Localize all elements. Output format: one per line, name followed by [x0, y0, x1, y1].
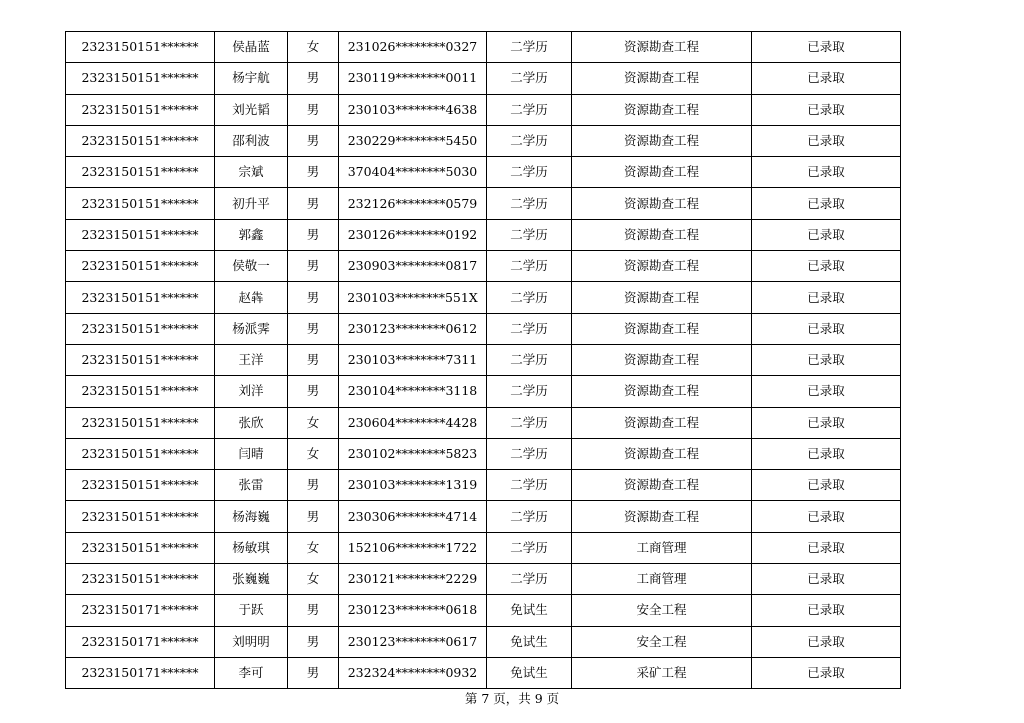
- id-number-cell: 230126********0192: [339, 219, 487, 250]
- status-cell: 已录取: [752, 626, 901, 657]
- gender-cell: 女: [288, 532, 339, 563]
- name-cell: 邵利波: [215, 125, 288, 156]
- exam-id-cell: 2323150171******: [66, 595, 215, 626]
- status-cell: 已录取: [752, 157, 901, 188]
- gender-cell: 男: [288, 63, 339, 94]
- gender-cell: 男: [288, 470, 339, 501]
- admission-table: [65, 31, 901, 689]
- name-cell: 侯敬一: [215, 251, 288, 282]
- exam-id-cell: 2323150151******: [66, 376, 215, 407]
- id-number-cell: 152106********1722: [339, 532, 487, 563]
- id-number-cell: 230102********5823: [339, 438, 487, 469]
- exam-id-cell: 2323150171******: [66, 626, 215, 657]
- gender-cell: 男: [288, 188, 339, 219]
- status-cell: 已录取: [752, 94, 901, 125]
- exam-id-cell: 2323150151******: [66, 219, 215, 250]
- name-cell: 刘明明: [215, 626, 288, 657]
- gender-cell: 女: [288, 438, 339, 469]
- category-cell: 二学历: [487, 63, 572, 94]
- category-cell: 二学历: [487, 564, 572, 595]
- status-cell: 已录取: [752, 407, 901, 438]
- exam-id-cell: 2323150151******: [66, 532, 215, 563]
- category-cell: 二学历: [487, 125, 572, 156]
- gender-cell: 男: [288, 157, 339, 188]
- major-cell: 资源勘查工程: [572, 376, 752, 407]
- gender-cell: 男: [288, 313, 339, 344]
- id-number-cell: 230306********4714: [339, 501, 487, 532]
- major-cell: 采矿工程: [572, 657, 752, 688]
- gender-cell: 男: [288, 94, 339, 125]
- category-cell: 二学历: [487, 470, 572, 501]
- exam-id-cell: 2323150151******: [66, 251, 215, 282]
- gender-cell: 男: [288, 595, 339, 626]
- gender-cell: 男: [288, 219, 339, 250]
- id-number-cell: 230103********551X: [339, 282, 487, 313]
- table-row: [66, 157, 901, 188]
- exam-id-cell: 2323150151******: [66, 32, 215, 63]
- name-cell: 宗斌: [215, 157, 288, 188]
- exam-id-cell: 2323150151******: [66, 157, 215, 188]
- exam-id-cell: 2323150151******: [66, 407, 215, 438]
- table-row: [66, 407, 901, 438]
- id-number-cell: 230123********0617: [339, 626, 487, 657]
- gender-cell: 男: [288, 376, 339, 407]
- status-cell: 已录取: [752, 63, 901, 94]
- id-number-cell: 230123********0612: [339, 313, 487, 344]
- table-row: [66, 344, 901, 375]
- status-cell: 已录取: [752, 219, 901, 250]
- category-cell: 二学历: [487, 438, 572, 469]
- id-number-cell: 370404********5030: [339, 157, 487, 188]
- status-cell: 已录取: [752, 376, 901, 407]
- name-cell: 杨派霁: [215, 313, 288, 344]
- table-row: [66, 595, 901, 626]
- table-row: [66, 470, 901, 501]
- name-cell: 张巍巍: [215, 564, 288, 595]
- name-cell: 王洋: [215, 344, 288, 375]
- exam-id-cell: 2323150151******: [66, 282, 215, 313]
- table-row: [66, 626, 901, 657]
- gender-cell: 男: [288, 251, 339, 282]
- name-cell: 张欣: [215, 407, 288, 438]
- category-cell: 免试生: [487, 657, 572, 688]
- name-cell: 杨海巍: [215, 501, 288, 532]
- status-cell: 已录取: [752, 282, 901, 313]
- name-cell: 于跃: [215, 595, 288, 626]
- category-cell: 二学历: [487, 532, 572, 563]
- table-row: [66, 219, 901, 250]
- table-row: [66, 657, 901, 688]
- category-cell: 免试生: [487, 626, 572, 657]
- gender-cell: 男: [288, 501, 339, 532]
- major-cell: 资源勘查工程: [572, 438, 752, 469]
- table-row: [66, 438, 901, 469]
- major-cell: 资源勘查工程: [572, 251, 752, 282]
- status-cell: 已录取: [752, 532, 901, 563]
- status-cell: 已录取: [752, 313, 901, 344]
- id-number-cell: 230103********1319: [339, 470, 487, 501]
- exam-id-cell: 2323150151******: [66, 94, 215, 125]
- status-cell: 已录取: [752, 657, 901, 688]
- name-cell: 李可: [215, 657, 288, 688]
- name-cell: 杨宇航: [215, 63, 288, 94]
- name-cell: 张雷: [215, 470, 288, 501]
- category-cell: 二学历: [487, 313, 572, 344]
- name-cell: 刘洋: [215, 376, 288, 407]
- gender-cell: 男: [288, 344, 339, 375]
- status-cell: 已录取: [752, 251, 901, 282]
- id-number-cell: 230121********2229: [339, 564, 487, 595]
- major-cell: 资源勘查工程: [572, 282, 752, 313]
- status-cell: 已录取: [752, 595, 901, 626]
- major-cell: 工商管理: [572, 564, 752, 595]
- major-cell: 资源勘查工程: [572, 125, 752, 156]
- name-cell: 郭鑫: [215, 219, 288, 250]
- table-row: [66, 564, 901, 595]
- major-cell: 资源勘查工程: [572, 63, 752, 94]
- status-cell: 已录取: [752, 188, 901, 219]
- id-number-cell: 230229********5450: [339, 125, 487, 156]
- category-cell: 二学历: [487, 407, 572, 438]
- exam-id-cell: 2323150151******: [66, 125, 215, 156]
- category-cell: 二学历: [487, 188, 572, 219]
- category-cell: 二学历: [487, 501, 572, 532]
- status-cell: 已录取: [752, 501, 901, 532]
- gender-cell: 男: [288, 626, 339, 657]
- table-row: [66, 251, 901, 282]
- table-row: [66, 188, 901, 219]
- id-number-cell: 230119********0011: [339, 63, 487, 94]
- exam-id-cell: 2323150151******: [66, 564, 215, 595]
- exam-id-cell: 2323150171******: [66, 657, 215, 688]
- name-cell: 闫晴: [215, 438, 288, 469]
- id-number-cell: 230103********7311: [339, 344, 487, 375]
- major-cell: 资源勘查工程: [572, 407, 752, 438]
- page-number-footer: 第 7 页，共 9 页: [464, 691, 560, 706]
- id-number-cell: 230104********3118: [339, 376, 487, 407]
- major-cell: 安全工程: [572, 626, 752, 657]
- name-cell: 侯晶蓝: [215, 32, 288, 63]
- id-number-cell: 232324********0932: [339, 657, 487, 688]
- gender-cell: 男: [288, 125, 339, 156]
- id-number-cell: 232126********0579: [339, 188, 487, 219]
- category-cell: 二学历: [487, 219, 572, 250]
- status-cell: 已录取: [752, 344, 901, 375]
- major-cell: 资源勘查工程: [572, 501, 752, 532]
- major-cell: 安全工程: [572, 595, 752, 626]
- major-cell: 资源勘查工程: [572, 32, 752, 63]
- id-number-cell: 231026********0327: [339, 32, 487, 63]
- table-row: [66, 501, 901, 532]
- gender-cell: 女: [288, 407, 339, 438]
- major-cell: 资源勘查工程: [572, 313, 752, 344]
- table-row: [66, 125, 901, 156]
- gender-cell: 男: [288, 657, 339, 688]
- id-number-cell: 230903********0817: [339, 251, 487, 282]
- major-cell: 资源勘查工程: [572, 470, 752, 501]
- major-cell: 资源勘查工程: [572, 94, 752, 125]
- status-cell: 已录取: [752, 564, 901, 595]
- exam-id-cell: 2323150151******: [66, 501, 215, 532]
- category-cell: 二学历: [487, 32, 572, 63]
- id-number-cell: 230604********4428: [339, 407, 487, 438]
- category-cell: 二学历: [487, 251, 572, 282]
- table-row: [66, 63, 901, 94]
- gender-cell: 女: [288, 32, 339, 63]
- major-cell: 资源勘查工程: [572, 219, 752, 250]
- name-cell: 初升平: [215, 188, 288, 219]
- id-number-cell: 230123********0618: [339, 595, 487, 626]
- table-row: [66, 94, 901, 125]
- exam-id-cell: 2323150151******: [66, 438, 215, 469]
- category-cell: 二学历: [487, 157, 572, 188]
- category-cell: 二学历: [487, 376, 572, 407]
- category-cell: 二学历: [487, 94, 572, 125]
- table-row: [66, 32, 901, 63]
- major-cell: 资源勘查工程: [572, 188, 752, 219]
- category-cell: 免试生: [487, 595, 572, 626]
- major-cell: 资源勘查工程: [572, 344, 752, 375]
- table-row: [66, 282, 901, 313]
- exam-id-cell: 2323150151******: [66, 344, 215, 375]
- exam-id-cell: 2323150151******: [66, 313, 215, 344]
- table-row: [66, 376, 901, 407]
- name-cell: 赵犇: [215, 282, 288, 313]
- major-cell: 工商管理: [572, 532, 752, 563]
- status-cell: 已录取: [752, 125, 901, 156]
- table-row: [66, 532, 901, 563]
- exam-id-cell: 2323150151******: [66, 63, 215, 94]
- category-cell: 二学历: [487, 344, 572, 375]
- status-cell: 已录取: [752, 470, 901, 501]
- status-cell: 已录取: [752, 32, 901, 63]
- status-cell: 已录取: [752, 438, 901, 469]
- exam-id-cell: 2323150151******: [66, 188, 215, 219]
- name-cell: 杨敏琪: [215, 532, 288, 563]
- id-number-cell: 230103********4638: [339, 94, 487, 125]
- table-row: [66, 313, 901, 344]
- major-cell: 资源勘查工程: [572, 157, 752, 188]
- gender-cell: 女: [288, 564, 339, 595]
- exam-id-cell: 2323150151******: [66, 470, 215, 501]
- name-cell: 刘光韬: [215, 94, 288, 125]
- gender-cell: 男: [288, 282, 339, 313]
- category-cell: 二学历: [487, 282, 572, 313]
- table-body: [66, 32, 901, 689]
